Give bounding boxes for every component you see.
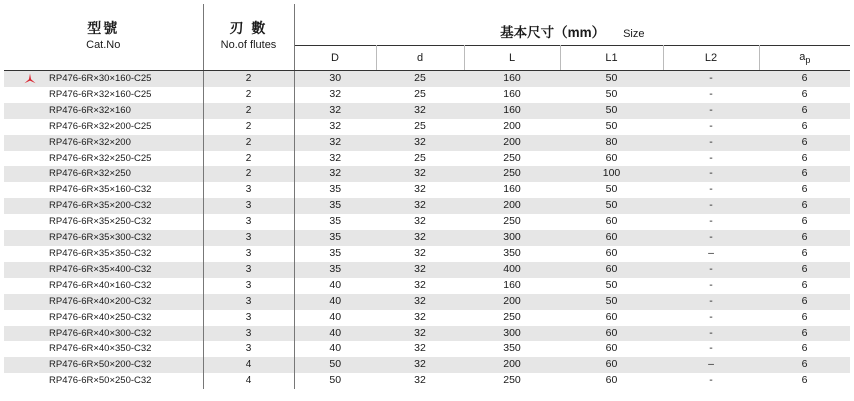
cell-l1: 60 (560, 246, 663, 262)
cell-l1: 60 (560, 341, 663, 357)
cell-ap: 6 (759, 341, 850, 357)
cell-d: 32 (376, 135, 464, 151)
cell-l2: - (663, 151, 759, 167)
cell-d: 32 (376, 214, 464, 230)
cell-d: 32 (294, 103, 376, 119)
cell-d: 25 (376, 87, 464, 103)
cell-d: 32 (376, 166, 464, 182)
table-row (4, 230, 850, 246)
cell-l1: 60 (560, 214, 663, 230)
table-row (4, 103, 850, 119)
cell-flutes: 3 (203, 294, 294, 310)
cat-no-cell (4, 326, 203, 342)
cell-flutes: 3 (203, 341, 294, 357)
cell-ap: 6 (759, 103, 850, 119)
cell-l: 250 (464, 214, 560, 230)
table-row (4, 198, 850, 214)
cell-l1: 60 (560, 373, 663, 389)
cat-no-cell (4, 310, 203, 326)
cell-d: 25 (376, 151, 464, 167)
cat-no-cell (4, 357, 203, 373)
table-row (4, 182, 850, 198)
cell-flutes: 3 (203, 310, 294, 326)
cell-flutes: 3 (203, 182, 294, 198)
cell-l: 200 (464, 135, 560, 151)
cell-d: 35 (294, 214, 376, 230)
cat-no-text: RP476-6R×40×350-C32 (49, 343, 152, 355)
cell-l: 200 (464, 294, 560, 310)
header-col-L1: L1 (560, 46, 663, 71)
cell-ap: 6 (759, 182, 850, 198)
cell-l2: - (663, 87, 759, 103)
table-row (4, 341, 850, 357)
cat-no-cell (4, 151, 203, 167)
cell-l: 160 (464, 71, 560, 87)
cell-d: 35 (294, 230, 376, 246)
cell-l: 200 (464, 357, 560, 373)
cat-no-cell (4, 230, 203, 246)
cat-no-text: RP476-6R×50×250-C32 (49, 375, 152, 387)
cell-l: 350 (464, 341, 560, 357)
header-col-d: d (376, 46, 464, 71)
cell-flutes: 3 (203, 278, 294, 294)
cat-no-text: RP476-6R×40×250-C32 (49, 311, 152, 323)
cell-d: 32 (376, 357, 464, 373)
cell-d: 50 (294, 373, 376, 389)
spec-table (4, 4, 850, 389)
cell-l: 200 (464, 198, 560, 214)
cat-no-text: RP476-6R×35×350-C32 (49, 247, 152, 259)
cell-l: 250 (464, 166, 560, 182)
cell-flutes: 3 (203, 246, 294, 262)
table-row (4, 326, 850, 342)
cell-d: 32 (376, 182, 464, 198)
cell-ap: 6 (759, 326, 850, 342)
cat-no-cell (4, 103, 203, 119)
cell-l: 250 (464, 151, 560, 167)
cell-l1: 60 (560, 151, 663, 167)
cat-no-text: RP476-6R×32×200 (49, 136, 131, 148)
cell-l2: - (663, 135, 759, 151)
cell-l2: - (663, 214, 759, 230)
table-row (4, 294, 850, 310)
cat-no-cell (4, 87, 203, 103)
cell-l: 200 (464, 119, 560, 135)
cell-ap: 6 (759, 166, 850, 182)
cell-ap: 6 (759, 230, 850, 246)
header-size-zh: 基本尺寸（mm） (500, 25, 606, 40)
spec-table-body (4, 71, 850, 390)
table-row (4, 310, 850, 326)
cell-l1: 50 (560, 103, 663, 119)
cell-flutes: 3 (203, 230, 294, 246)
header-cat-en: Cat.No (86, 39, 121, 51)
cell-flutes: 4 (203, 357, 294, 373)
table-row (4, 262, 850, 278)
cell-l1: 50 (560, 198, 663, 214)
cell-ap: 6 (759, 214, 850, 230)
cell-l1: 50 (560, 71, 663, 87)
table-row (4, 166, 850, 182)
cell-flutes: 2 (203, 135, 294, 151)
cell-d: 40 (294, 294, 376, 310)
cell-l2: - (663, 326, 759, 342)
cell-flutes: 3 (203, 198, 294, 214)
cell-d: 32 (294, 166, 376, 182)
cell-l2: – (663, 357, 759, 373)
cell-d: 32 (376, 278, 464, 294)
table-row (4, 246, 850, 262)
cat-no-cell (4, 294, 203, 310)
cell-d: 35 (294, 198, 376, 214)
cell-d: 40 (294, 278, 376, 294)
cell-l2: - (663, 103, 759, 119)
cell-l: 160 (464, 103, 560, 119)
cell-d: 35 (294, 246, 376, 262)
cell-d: 35 (294, 262, 376, 278)
cell-l: 160 (464, 182, 560, 198)
cell-l1: 80 (560, 135, 663, 151)
cat-no-cell (4, 135, 203, 151)
header-col-ap (759, 46, 850, 71)
cat-no-text: RP476-6R×35×160-C32 (49, 184, 152, 196)
cell-d: 25 (376, 71, 464, 87)
table-row (4, 119, 850, 135)
cell-l1: 60 (560, 357, 663, 373)
triple-blade-logo-icon (24, 73, 36, 85)
cell-l: 400 (464, 262, 560, 278)
cell-l2: - (663, 166, 759, 182)
cat-no-cell (4, 166, 203, 182)
cell-d: 32 (376, 294, 464, 310)
cell-l2: - (663, 230, 759, 246)
cell-l2: - (663, 262, 759, 278)
cell-d: 32 (376, 262, 464, 278)
cell-l1: 60 (560, 230, 663, 246)
cell-flutes: 2 (203, 103, 294, 119)
cat-no-text: RP476-6R×32×200-C25 (49, 120, 152, 132)
cell-ap: 6 (759, 278, 850, 294)
cat-no-cell (4, 198, 203, 214)
cat-no-text: RP476-6R×32×250-C25 (49, 152, 152, 164)
cell-flutes: 2 (203, 119, 294, 135)
cell-ap: 6 (759, 357, 850, 373)
cell-l1: 50 (560, 278, 663, 294)
cell-flutes: 2 (203, 71, 294, 87)
cell-l1: 50 (560, 182, 663, 198)
cell-l1: 50 (560, 294, 663, 310)
table-row (4, 151, 850, 167)
cell-l: 350 (464, 246, 560, 262)
cell-d: 32 (294, 151, 376, 167)
header-flutes-zh: 刃 數 (229, 20, 268, 36)
header-col-L2: L2 (663, 46, 759, 71)
cat-no-text: RP476-6R×35×300-C32 (49, 232, 152, 244)
table-row (4, 278, 850, 294)
cell-l1: 50 (560, 87, 663, 103)
cell-d: 32 (376, 310, 464, 326)
cell-l2: - (663, 119, 759, 135)
cell-l2: - (663, 310, 759, 326)
header-col-ap-a: a (799, 50, 806, 63)
cat-no-text: RP476-6R×35×400-C32 (49, 263, 152, 275)
table-row (4, 87, 850, 103)
cell-flutes: 4 (203, 373, 294, 389)
cell-l: 160 (464, 87, 560, 103)
cell-ap: 6 (759, 262, 850, 278)
cell-ap: 6 (759, 87, 850, 103)
header-col-D: D (294, 46, 376, 71)
cat-no-text: RP476-6R×50×200-C32 (49, 359, 152, 371)
cell-l: 250 (464, 310, 560, 326)
cat-no-cell (4, 373, 203, 389)
table-row (4, 214, 850, 230)
cell-flutes: 3 (203, 262, 294, 278)
cell-d: 32 (376, 103, 464, 119)
cell-flutes: 2 (203, 151, 294, 167)
cell-ap: 6 (759, 135, 850, 151)
cell-d: 35 (294, 182, 376, 198)
cell-ap: 6 (759, 119, 850, 135)
cell-l: 250 (464, 373, 560, 389)
cat-no-cell (4, 262, 203, 278)
cell-flutes: 3 (203, 326, 294, 342)
cat-no-cell (4, 182, 203, 198)
cell-ap: 6 (759, 294, 850, 310)
cell-flutes: 2 (203, 166, 294, 182)
header-size (294, 4, 850, 46)
cell-d: 32 (294, 87, 376, 103)
cell-d: 40 (294, 326, 376, 342)
header-flutes-en: No.of flutes (220, 39, 277, 51)
cat-no-cell (4, 214, 203, 230)
cat-no-text: RP476-6R×32×160 (49, 104, 131, 116)
cell-l1: 50 (560, 119, 663, 135)
cell-d: 32 (376, 230, 464, 246)
cell-l2: - (663, 341, 759, 357)
cell-l1: 60 (560, 310, 663, 326)
cell-flutes: 3 (203, 214, 294, 230)
header-cat-no (4, 4, 203, 71)
cell-l2: - (663, 198, 759, 214)
cell-d: 32 (376, 326, 464, 342)
cell-ap: 6 (759, 246, 850, 262)
cat-no-text: RP476-6R×40×160-C32 (49, 279, 152, 291)
cell-l1: 60 (560, 262, 663, 278)
cell-l2: – (663, 246, 759, 262)
cell-l: 300 (464, 230, 560, 246)
header-flutes (203, 4, 294, 71)
cell-l2: - (663, 278, 759, 294)
header-col-ap-p: p (805, 55, 811, 66)
cell-ap: 6 (759, 373, 850, 389)
cat-no-text: RP476-6R×30×160-C25 (49, 73, 152, 84)
cat-no-cell (4, 246, 203, 262)
cell-d: 30 (294, 71, 376, 87)
cell-l2: - (663, 71, 759, 87)
cell-d: 50 (294, 357, 376, 373)
table-row (4, 71, 850, 87)
cell-d: 32 (376, 246, 464, 262)
cell-flutes: 2 (203, 87, 294, 103)
cell-d: 32 (376, 373, 464, 389)
cat-no-cell (4, 119, 203, 135)
table-row (4, 135, 850, 151)
cell-l2: - (663, 182, 759, 198)
header-col-L: L (464, 46, 560, 71)
cell-d: 32 (294, 119, 376, 135)
header-cat-zh: 型號 (87, 20, 120, 36)
cell-l1: 60 (560, 326, 663, 342)
cell-ap: 6 (759, 151, 850, 167)
cat-no-cell (4, 341, 203, 357)
cat-no-cell (4, 278, 203, 294)
cat-no-text: RP476-6R×35×200-C32 (49, 200, 152, 212)
cell-d: 40 (294, 341, 376, 357)
cell-l2: - (663, 373, 759, 389)
cat-no-text: RP476-6R×32×160-C25 (49, 88, 152, 100)
cell-ap: 6 (759, 198, 850, 214)
header-size-en: Size (623, 28, 645, 40)
cell-d: 25 (376, 119, 464, 135)
cat-no-text: RP476-6R×40×300-C32 (49, 327, 152, 339)
table-row (4, 373, 850, 389)
cell-d: 32 (376, 341, 464, 357)
cell-l: 160 (464, 278, 560, 294)
cell-d: 32 (376, 198, 464, 214)
cell-ap: 6 (759, 71, 850, 87)
cell-ap: 6 (759, 310, 850, 326)
cell-l1: 100 (560, 166, 663, 182)
cell-d: 40 (294, 310, 376, 326)
cat-no-text: RP476-6R×32×250 (49, 168, 131, 180)
cat-no-text: RP476-6R×35×250-C32 (49, 216, 152, 228)
cat-no-text: RP476-6R×40×200-C32 (49, 295, 152, 307)
cat-no-cell (4, 71, 203, 87)
cell-l: 300 (464, 326, 560, 342)
table-row (4, 357, 850, 373)
cell-l2: - (663, 294, 759, 310)
cell-d: 32 (294, 135, 376, 151)
